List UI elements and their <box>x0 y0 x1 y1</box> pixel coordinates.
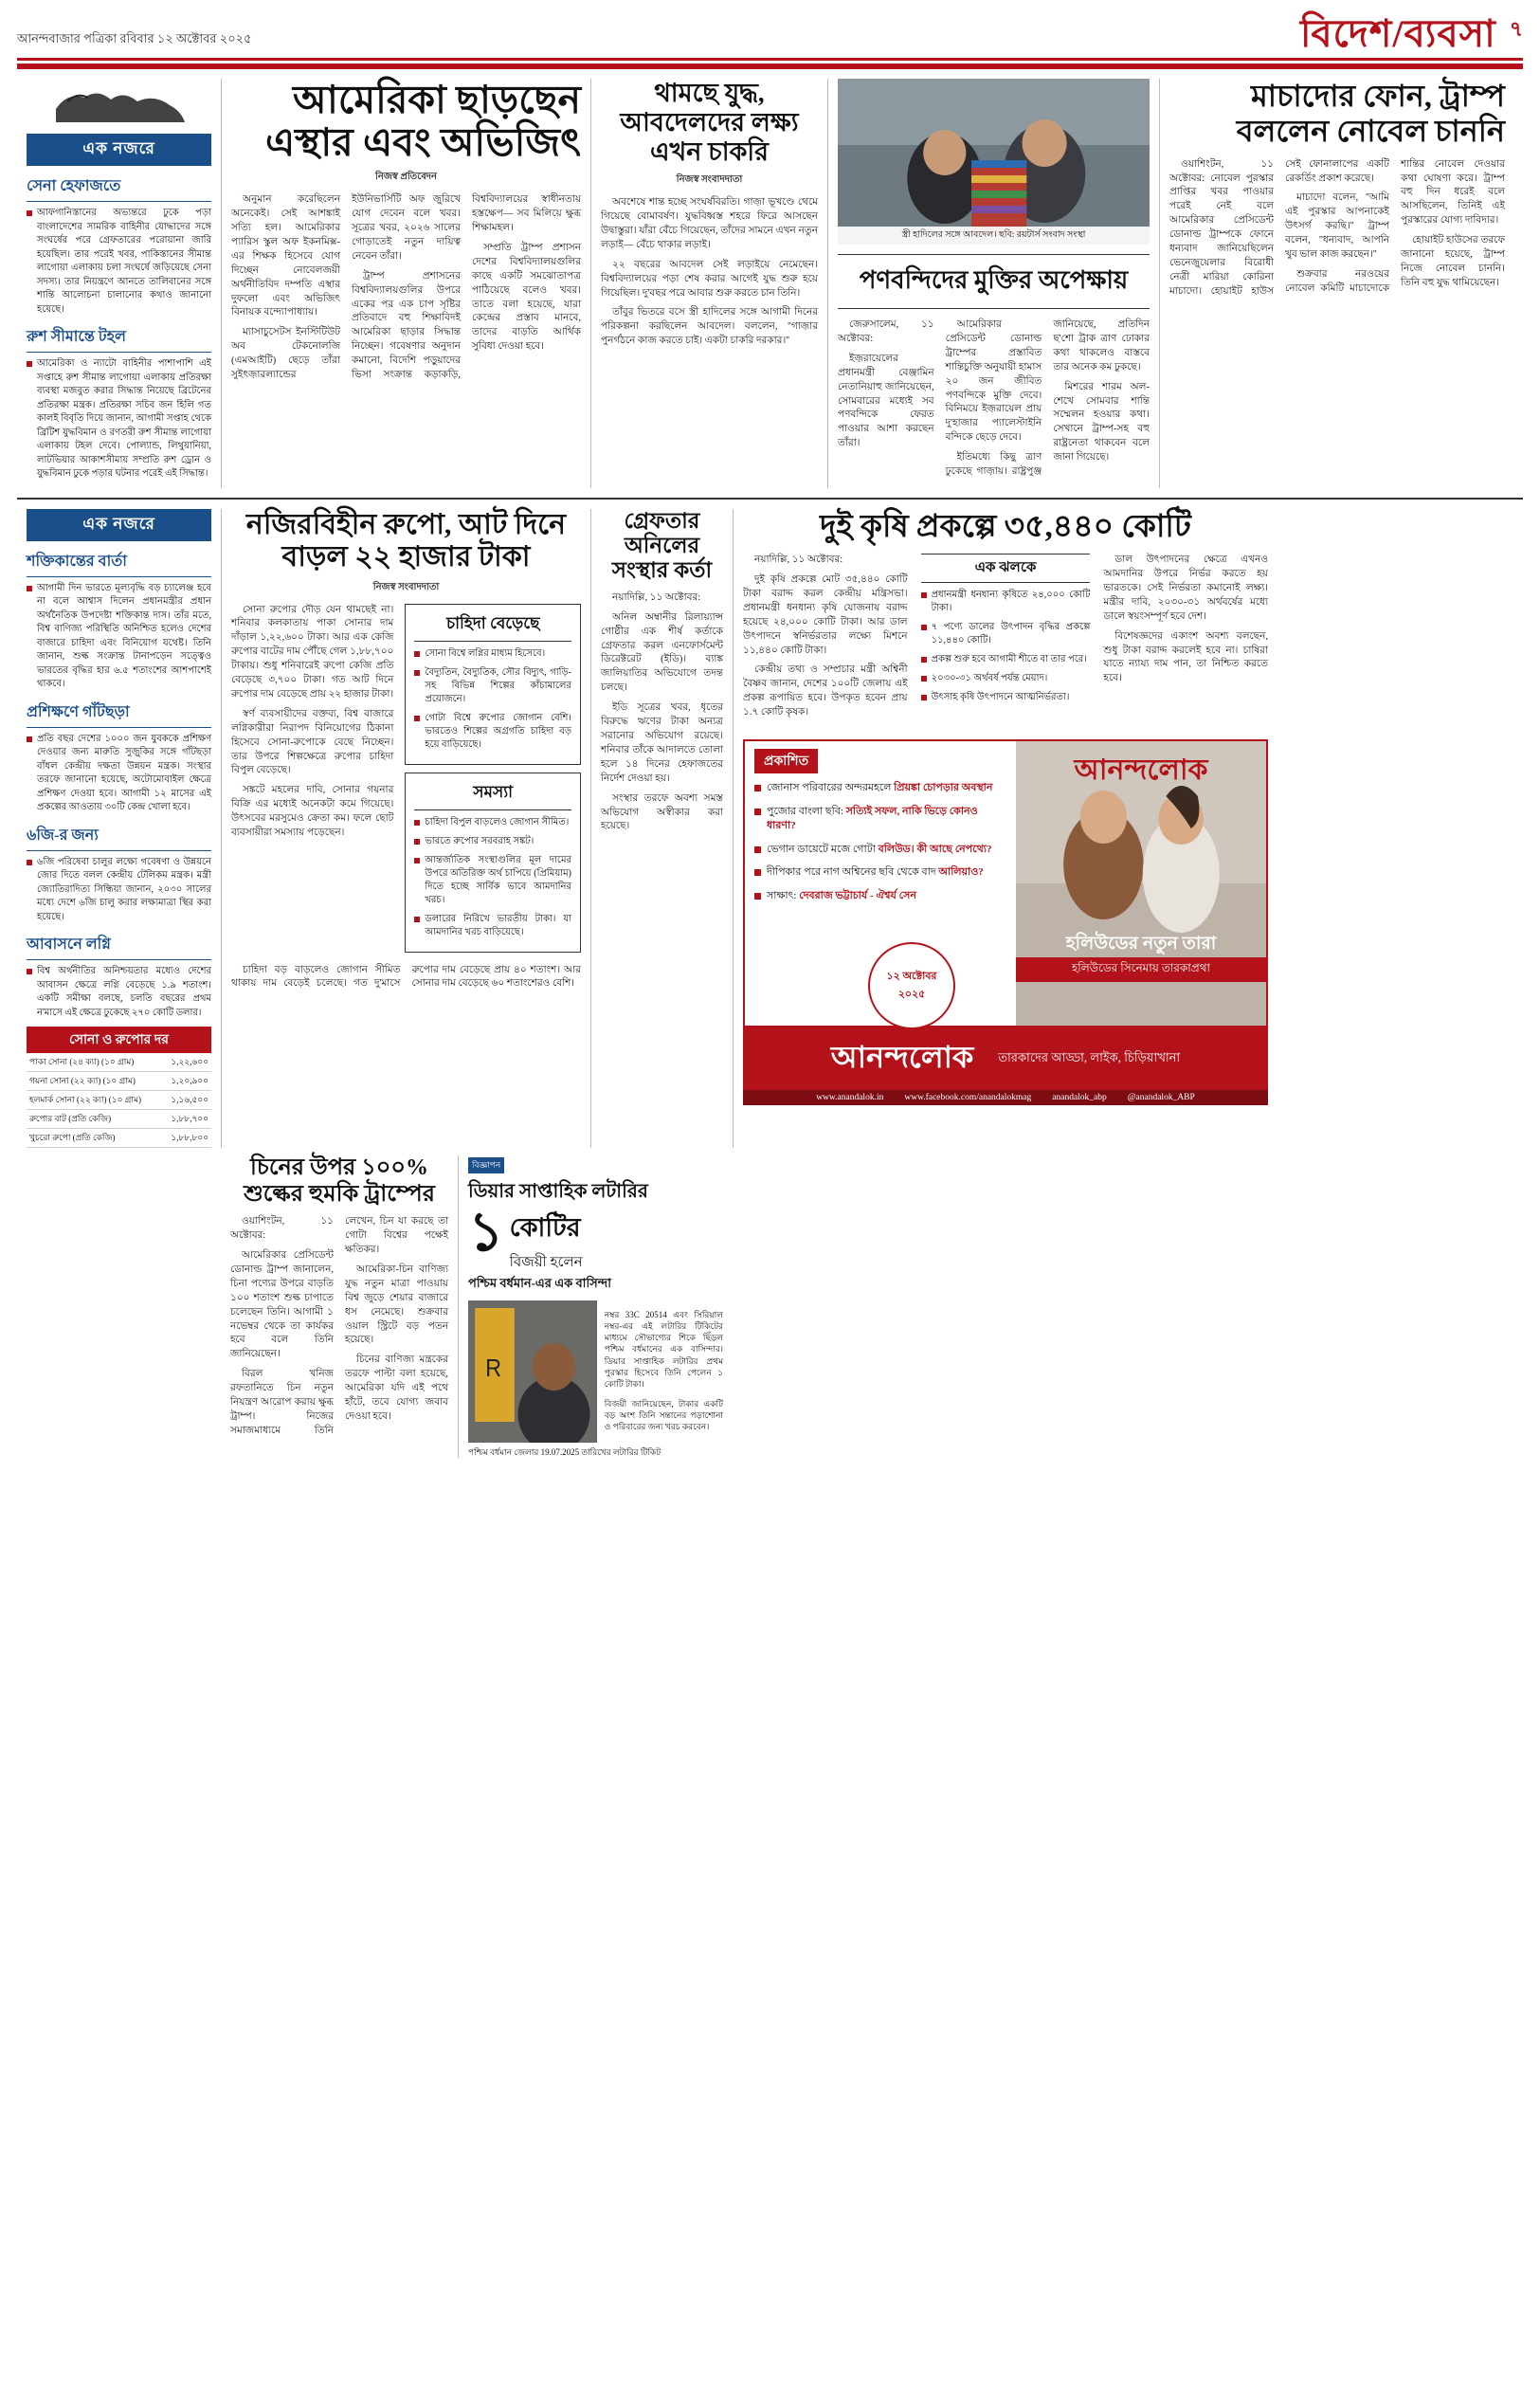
globe-icon <box>27 79 211 132</box>
rate-value-1: ১,২০,৯০০ <box>162 1072 211 1091</box>
column-anil <box>590 509 733 1149</box>
krishi-glance-item-0: প্রধানমন্ত্রী ধনধান্য কৃষিতে ২৪,০০০ কোটি টাকা। <box>921 589 1091 615</box>
rate-label-0: পাকা সোনা (২৪ ক্যা) (১০ গ্রাম) <box>27 1053 162 1072</box>
ek-nojore-item-1: আমেরিকা ও ন্যাটো বাহিনীর পাশাপাশি এই সপ্তাহে রুশ সীমান্ত লাগোয়া এলাকায় প্রতিরক্ষা ব্যবস্থা মজবুত করার সিদ্ধান্ত নিয়েছে ব্রিটেনের প্রতিরক্ষা মন্ত্রক। প্রতিরক্ষা সচিব জন হিলি গত কালই বিবৃতি দিয়ে জানান, আগামী সপ্তাহ থেকে ব্রিটিশ যুদ্ধবিমান ও রণতরী রুশ সীমান্ত লাগোয়া এলাকায় টহল দেবে। পোল্যান্ড, লিথুয়ানিয়া, লাটভিয়ার আকাশসীমায় সম্প্রতি রুশ ড্রোন ও যুদ্ধবিমান ঢুকে পড়ার ঘটনার পরেই এই সিদ্ধান্ত। <box>27 357 211 482</box>
krishi-headline: দুই কৃষি প্রকল্পে ৩৫,৪৪০ কোটি <box>820 509 1191 544</box>
china-para-2: আমেরিকা-চিন বাণিজ্য যুদ্ধ নতুন মাত্রা পাওয়ায় বিশ্ব জুড়ে শেয়ার বাজারে ধস নেমেছে। শুক্রবার ওয়াল স্ট্রিটে বড় পতন হয়েছে। <box>345 1264 448 1346</box>
ek-nojore-header: এক নজরে <box>27 134 211 166</box>
column-photo-hostage <box>827 79 1159 488</box>
gold-rate-table <box>27 1053 211 1148</box>
abdel-body <box>601 196 818 349</box>
column-trump-nobel <box>1159 79 1514 488</box>
ad-link-web[interactable]: www.anandalok.in <box>816 1093 884 1103</box>
ad-published-badge: প্রকাশিত <box>754 749 818 773</box>
table-row <box>27 1129 211 1148</box>
china-para-0: আমেরিকার প্রেসিডেন্ট ডোনাল্ড ট্রাম্প জানালেন, চিনা পণ্যের উপরে বাড়তি ১০০ শতাংশ শুল্ক চাপাতে চলেছেন তিনি। আগামী ১ নভেম্বর থেকে তা কার্যকর হবে বলে তিনি জানিয়েছেন। <box>230 1250 334 1360</box>
lead-body <box>231 193 581 383</box>
ad-item-3-text: দীপিকার পরে নাগ অশ্বিনের ছবি থেকে বাদ <box>767 866 939 879</box>
lottery-body <box>605 1300 723 1443</box>
gold-para-2: সঙ্কটে মহলের দাবি, সোনার গয়নার বিক্রি এর মধ্যেই অনেকটা কমে গিয়েছে। উৎসবের মরসুমেও ক্রেতা কম। ফলে ছোট ব্যবসায়ীরা সমস্যায় পড়েছেন। <box>231 785 394 839</box>
lead-para-2: ট্রাম্প প্রশাসনের বিশ্ববিদ্যালয়গুলির উপরে একের পর এক চাপ সৃষ্টির প্রতিবাদে বহু শিক্ষাবিদই আমেরিকা ছাড়ার সিদ্ধান্ত নিচ্ছেন। গবেষণার অনুদান কমানো, বিদেশি পড়ুয়াদের ভিসা সংক্রান্ত কড়াকড়ি, বিশ্ববিদ্যালয়ের স্বাধীনতায় হস্তক্ষেপ— সব মিলিয়ে ক্ষুব্ধ শিক্ষামহল। <box>352 194 581 381</box>
section-divider-1 <box>17 498 1523 500</box>
gold-headline: নজিরবিহীন রুপো, আট দিনে বাড়ল ২২ হাজার টাকা <box>245 508 567 573</box>
ek-nojore2-item-2: ৬জি পরিষেবা চালুর লক্ষ্যে গবেষণা ও উন্নয়নে জোর দিতে বলল কেন্দ্রীয় টেলিকম মন্ত্রক। মন্ত্রী জ্যোতিরাদিত্য সিন্ধিয়া জানান, ২০৩০ সালের মধ্যে দেশে ৬জি চালু করার লক্ষ্যমাত্রা স্থির করা হয়েছে। <box>27 856 211 925</box>
trump-nobel-para-1: মাচাদো বলেন, ''আমি এই পুরস্কার আপনাকেই উৎসর্গ করছি।'' ট্রাম্প বলেন, ''ধন্যবাদ, আপনি খুব ভাল কাজ করছেন।'' <box>1285 192 1389 261</box>
rate-label-1: গয়না সোনা (২২ ক্যা) (১০ গ্রাম) <box>27 1072 162 1091</box>
abdel-headline: থামছে যুদ্ধ, আবদেলদের লক্ষ্য এখন চাকরি <box>620 79 799 167</box>
lottery-para-1: বিজয়ী জানিয়েছেন, টাকার একটি বড় অংশ তিনি সন্তানের পড়াশোনা ও পরিবারের জন্য খরচ করবেন। <box>604 1398 723 1432</box>
stamp-line-2: ২০২৫ <box>897 989 926 1001</box>
column-krishi <box>733 509 1277 1149</box>
krishi-para-0: দুই কৃষি প্রকল্পে মোট ৩৫,৪৪০ কোটি টাকা বরাদ্দ করল কেন্দ্রীয় মন্ত্রিসভা। প্রধানমন্ত্রী ধনধান্য কৃষি যোজনায় বরাদ্দ হয়েছে ২৪,০০০ কোটি টাকা। আর ডাল উৎপাদনে স্বনির্ভরতার লক্ষ্যে মিশনে ১১,৪৪০ কোটি টাকা। <box>743 574 908 656</box>
gold-para-0: সোনা রুপোর দৌড় যেন থামছেই না। শনিবার কলকাতায় পাকা সোনার দাম দাঁড়াল ১,২২,৬০০ টাকা। আর এক কেজি রুপোর বাটের দাম পৌঁছে গেল ১,৮৮,৭০০ টাকায়। শুধু শনিবারেই রুপো কেজি প্রতি বেড়েছে ৩,৭০০ টাকা। গত আট দিনে রুপোর দাম বেড়েছে প্রায় ২২ হাজার টাকা। <box>231 604 394 700</box>
krishi-para-1: কেন্দ্রীয় তথ্য ও সম্প্রচার মন্ত্রী অশ্বিনী বৈষ্ণব জানান, দেশের ১০০টি জেলায় এই প্রকল্প রূপায়িত হবে। উপকৃত হবেন প্রায় ১.৭ কোটি কৃষক। <box>743 664 908 718</box>
gold-problem-item-1: ভারতে রুপোর সরবরাহ সঙ্কট। <box>414 835 571 848</box>
trump-nobel-para-2: শুক্রবার নরওয়ের নোবেল কমিটি মাচাদোকে শান্তির নোবেল দেওয়ার কথা ঘোষণা করে। ট্রাম্প বহু দিন ধরেই বলে আসছিলেন, তিনিই এই পুরস্কারের যোগ্য দাবিদার। <box>1285 158 1505 294</box>
gold-demand-item-1: বৈদ্যুতিন, বৈদ্যুতিক, সৌর বিদ্যুৎ, গাড়ি-সহ বিভিন্ন শিল্পের কাঁচামালের প্রয়োজনে। <box>414 666 571 706</box>
ad-item-2-text: ভেগান ডায়েটে মজে গোটা <box>767 843 879 855</box>
ad-footer-logo: আনন্দলোক <box>830 1040 974 1075</box>
ad-social-bar[interactable] <box>743 1090 1268 1105</box>
ek-nojore2-item-3: বিশ্ব অর্থনীতির অনিশ্চয়তার মধ্যেও দেশের আবাসন ক্ষেত্রে লগ্নি বেড়েছে ১.৯ শতাংশ। একটি সমীক্ষা বলছে, চলতি বছরের প্রথম ন'মাসে এই ক্ষেত্রে ঢুকেছে ২৭০ কোটি ডলার। <box>27 965 211 1020</box>
gold-para-1: স্বর্ণ ব্যবসায়ীদের বক্তব্য, বিশ্ব বাজারে লগ্নিকারীরা নিরাপদ বিনিয়োগের ঠিকানা হিসেবে সোনা-রুপোকে বেছে নিচ্ছেন। তার উপরে শিল্পক্ষেত্রে রুপোর চাহিদা বিপুল বেড়েছে। <box>231 708 394 776</box>
hostage-para-2: ইতিমধ্যে কিছু ত্রাণ ঢুকেছে গাজ়ায়। রাষ্ট্রপুঞ্জ জানিয়েছে, প্রতিদিন ছ'শো ট্রাক ত্রাণ ঢোকার কথা থাকলেও বাস্তবে তার অনেক কম ঢুকছে। <box>945 319 1150 478</box>
lottery-headline-3: বিজয়ী হলেন <box>509 1255 583 1270</box>
business-grid <box>17 509 1523 1149</box>
ad-footer-tagline: তারকাদের আড্ডা, লাইক, চিড়িয়াখানা <box>998 1049 1181 1064</box>
ad-item-1-hl: সত্যিই সফল, নাকি ভিড়ে কোনও ধারণা? <box>767 805 978 831</box>
lead-para-0: অনুমান করেছিলেন অনেকেই। সেই আশঙ্কাই সত্যি হল। আমেরিকার প্যারিস স্কুল অফ ইকনমিক্স-এর শিক্ষক হিসেবে যোগ দিচ্ছেন নোবেলজয়ী অর্থনীতিবিদ দম্পতি এস্থার দুফলো এবং অভিজিৎ বিনায়ক বন্দ্যোপাধ্যায়। <box>231 194 340 318</box>
ad-item-0-text: জোনাস পরিবারের অন্দরমহলে <box>767 782 895 794</box>
ad-item-3-hl: আলিয়াও? <box>938 866 984 879</box>
lottery-drop-cap: ১ <box>468 1201 504 1263</box>
lead-para-3: সম্প্রতি ট্রাম্প প্রশাসন দেশের বিশ্ববিদ্যালয়গুলির কাছে একটি সমঝোতাপত্র পাঠিয়েছে বলেও খবর। তাতে বলা হয়েছে, যারা কেন্দ্রের প্রস্তাব মানবে, তাদের বাড়তি আর্থিক সুবিধা দেওয়া হবে। <box>472 242 581 353</box>
krishi-glance-head: এক ঝলকে <box>921 554 1091 583</box>
hostage-para-0: ইজ়রায়েলের প্রধানমন্ত্রী বেঞ্জামিন নেতানিয়াহু জানিয়েছেন, সোমবারের মধ্যেই সব পণবন্দিকে ফেরত পাওয়ার আশা করছেন তাঁরা। <box>838 353 934 449</box>
lead-para-1: ম্যাসাচুসেটস ইনস্টিটিউট অব টেকনোলজি (এমআইটি) ছেড়ে তাঁরা সুইৎজ়ারল্যান্ডের ইউনিভার্সিটি অফ জ়ুরিখে যোগ দেবেন বলে খবর। সূত্রের খবর, ২০২৬ সালের গোড়াতেই নতুন দায়িত্ব নেবেন তাঁরা। <box>231 194 461 381</box>
ek-nojore2-sub-0: শক্তিকান্তের বার্তা <box>27 549 211 577</box>
ek-nojore2-sub-2: ৬জি-র জন্য <box>27 823 211 851</box>
anil-para-2: সংস্থার তরফে অবশ্য সমস্ত অভিযোগ অস্বীকার করা হয়েছে। <box>601 792 723 832</box>
gold-problem-item-0: চাহিদা বিপুল বাড়লেও জোগান সীমিত। <box>414 816 571 829</box>
abdel-photo-caption: স্ত্রী হাদিলের সঙ্গে আবদেল। ছবি: রয়টার্স সংবাদ সংস্থা <box>838 227 1150 245</box>
gold-demand-item-0: সোনা বিশ্বে লগ্নির মাধ্যম হিসেবে। <box>414 647 571 661</box>
lottery-para-0: নম্বর 33C 20514 এবং সিরিয়াল নম্বর-এর এই লটারির টিকিটের মাধ্যমে সৌভাগ্যের শিকে ছিঁড়ল পশ্চিম বর্ধমানের এক বাসিন্দার। ডিয়ার সাপ্তাহিক লটারির প্রথম পুরস্কার হিসেবে তিনি পেলেন ১ কোটি টাকা। <box>604 1310 723 1389</box>
abdel-byline: নিজস্ব সংবাদদাতা <box>676 174 743 186</box>
gold-problem-item-2: আন্তর্জাতিক সংস্থাগুলির মূল দামের উপরে অতিরিক্ত অর্থ চাপিয়ে (প্রিমিয়াম) দিতে হচ্ছে সার্বিক ভাবে আমদানির খরচ। <box>414 854 571 907</box>
ek-nojore2-item-1: প্রতি বছর দেশের ১০০০ জন যুবককে প্রশিক্ষণ দেওয়ার জন্য মারুতি সুজ়ুকির সঙ্গে গাঁটছড়া বাঁধল কেন্দ্রীয় দক্ষতা উন্নয়ন মন্ত্রক। সংস্থার তরফে জানানো হয়েছে, অটোমোবাইল ক্ষেত্রে প্রশিক্ষণ দেওয়া হবে। আগামী ১২ মাসের এই প্রকল্পের আওতায় ৩০টি কেন্দ্র খোলা হবে। <box>27 733 211 815</box>
rate-value-2: ১,১৬,৫০০ <box>162 1091 211 1110</box>
ek-nojore2-sub-1: প্রশিক্ষণে গাঁটছড়া <box>27 700 211 728</box>
bottom-grid <box>17 1155 1523 1458</box>
svg-text:R: R <box>485 1355 502 1383</box>
hostage-para-1: আমেরিকার প্রেসিডেন্ট ডোনাল্ড ট্রাম্পের প্রস্তাবিত শান্তিচুক্তি অনুযায়ী হামাস ২০ জন জীবিত পণবন্দিকে মুক্তি দেবে। বিনিময়ে ইজ়রায়েল প্রায় দু'হাজার প্যালেস্টাইনি বন্দিকে ছেড়ে দেবে। <box>945 319 1042 444</box>
ad-item-2-hl: বলিউড। কী আছে নেপথ্যে? <box>878 843 992 855</box>
gold-tail <box>231 964 581 995</box>
magazine-band: হলিউডের সিনেমায় তারকাপ্রথা <box>1016 957 1266 982</box>
anil-dateline: নয়াদিল্লি, ১১ অক্টোবর: <box>612 591 701 603</box>
table-row <box>27 1091 211 1110</box>
krishi-glance-item-4: উৎসাহ কৃষি উৎপাদনে আত্মনির্ভরতা। <box>921 691 1091 704</box>
anil-body <box>601 591 723 835</box>
anil-para-0: অনিল অম্বানীর রিলায়্যান্স গোষ্ঠীর এক শীর্ষ কর্তাকে গ্রেফতার করল এনফোর্সমেন্ট ডিরেক্টরেট (ইডি)। ব্যাঙ্ক জালিয়াতির অভিযোগে তদন্ত চলছে। <box>601 611 723 694</box>
ad-item-1-text: পুজোর বাংলা ছবি: <box>767 805 846 817</box>
lead-byline: নিজস্ব প্রতিবেদন <box>375 172 437 183</box>
lottery-caption: পশ্চিম বর্ধমান জেলার 19.07.2025 তারিখের লটারির টিকিট <box>468 1447 661 1457</box>
column-ek-nojore-2 <box>17 509 221 1149</box>
krishi-glance-item-3: ২০৩০-৩১ অর্থবর্ষ পর্যন্ত মেয়াদ। <box>921 672 1091 685</box>
trump-nobel-body <box>1169 158 1505 300</box>
page-number: ৭ <box>1509 17 1523 41</box>
abdel-para-2: তাঁবুর ভিতরে বসে স্ত্রী হাদিলের সঙ্গে আগামী দিনের পরিকল্পনা করছিলেন আবদেল। বললেন, ''গাজ়ার পুনর্গঠনে কাজ করতে চাই। একটা চাকরি দরকার।'' <box>601 307 818 347</box>
anil-headline: গ্রেফতার অনিলের সংস্থার কর্তা <box>611 508 713 583</box>
table-row <box>27 1072 211 1091</box>
hostage-dateline: জেরুসালেম, ১১ অক্টোবর: <box>838 319 934 344</box>
ek-nojore2-header: এক নজরে <box>27 509 211 541</box>
ad-cover-image <box>1016 741 1266 1026</box>
lottery-headline-2: কোটির <box>509 1213 581 1242</box>
ek-nojore2-item-0: আগামী দিন ভারতে মূল্যবৃদ্ধি বড় চ্যালেঞ্জ হবে না বলে আশ্বাস দিলেন প্রধানমন্ত্রীর প্রধান অর্থনৈতিক উপদেষ্টা শক্তিকান্ত দাস। তাঁর মতে, বিশ্ব বাণিজ্য পরিস্থিতি অনিশ্চিত হলেও দেশের বাজারে চাহিদা এবং বিনিয়োগ যথেষ্ট। তিনি জানান, শুল্ক সংক্রান্ত টানাপড়েন সত্ত্বেও ভারতের বৃদ্ধির হার ৬.৫ শতাংশের আশপাশেই থাকবে। <box>27 582 211 692</box>
china-para-3: চিনের বাণিজ্য মন্ত্রকের তরফে পাল্টা বলা হয়েছে, আমেরিকা যদি এই পথে হাঁটে, তবে যোগ্য জবাব দেওয়া হবে। <box>345 1355 448 1422</box>
trump-nobel-para-0: ওয়াশিংটন, ১১ অক্টোবর: নোবেল পুরস্কার প্রাপ্তির খবর পাওয়ার পরেই নেই বলে আমেরিকার প্রেসিডেন্ট ডোনাল্ড ট্রাম্পকে ফোনে ধন্যবাদ জানিয়েছিলেন ভেনেজ়ুয়েলার বিরোধী নেত্রী মারিয়া কোরিনা মাচাদো। হোয়াইট হাউস সেই ফোনালাপের একটি রেকর্ডিং প্রকাশ করেছে। <box>1169 158 1389 297</box>
rate-value-0: ১,২২,৬০০ <box>162 1053 211 1072</box>
lottery-headline-1: ডিয়ার সাপ্তাহিক লটারির <box>468 1181 648 1202</box>
ad-item-4-hl: দেবরাজ ভট্টাচার্য - ঐশ্বর্য সেন <box>799 890 916 902</box>
rate-value-3: ১,৮৮,৭০০ <box>162 1110 211 1129</box>
krishi-para-3: বিশেষজ্ঞদের একাংশ অবশ্য বলছেন, শুধু টাকা বরাদ্দ করলেই হবে না। চাষিরা যাতে ন্যায্য দাম পান, তা নিশ্চিত করতে হবে। <box>1103 630 1268 684</box>
abdel-para-1: ২২ বছরের আবদেল সেই লড়াইয়ে নেমেছেন। বিশ্ববিদ্যালয়ের পড়া শেষ করার আগেই যুদ্ধ শুরু হয়ে গিয়েছিল। দু'বছর পরে আবার শুরু করতে চান তিনি। <box>601 259 818 299</box>
ad-item-3[interactable] <box>754 865 1006 880</box>
rate-label-4: খুচরো রুপো (প্রতি কেজি) <box>27 1129 162 1148</box>
bottom-spacer <box>17 1155 221 1458</box>
china-headline: চিনের উপর ১০০% শুল্কের হুমকি ট্রাম্পের <box>244 1155 435 1207</box>
gold-boxes <box>405 604 581 960</box>
anil-para-1: ইডি সূত্রের খবর, ধৃতের বিরুদ্ধে ঋণের টাকা অন্যত্র সরানোর অভিযোগ রয়েছে। শনিবার তাঁকে আদালতে তোলা হলে ১৪ দিনের হেফাজতের নির্দেশ দেওয়া হয়। <box>601 702 723 784</box>
trump-nobel-para-3: হোয়াইট হাউসের তরফে জানানো হয়েছে, ট্রাম্প নিজে নোবেল চাননি। তিনি বহু যুদ্ধ থামিয়েছেন। <box>1401 235 1505 288</box>
lottery-headline-4: পশ্চিম বর্ধমান-এর এক বাসিন্দা <box>468 1276 611 1290</box>
gold-byline: নিজস্ব সংবাদদাতা <box>372 581 440 592</box>
column-abdel <box>590 79 827 488</box>
krishi-body-right <box>1103 554 1268 726</box>
column-lead-story <box>221 79 590 488</box>
china-body <box>230 1215 448 1439</box>
column-gold-story <box>221 509 590 1149</box>
magazine-strapline: হলিউডের নতুন তারা <box>1065 934 1217 955</box>
hostage-headline: পণবন্দিদের মুক্তির অপেক্ষায় <box>838 254 1150 309</box>
rate-value-4: ১,৮৮,৮০০ <box>162 1129 211 1148</box>
advertorial-tag: বিজ্ঞাপন <box>468 1157 504 1173</box>
abdel-photo <box>838 79 1150 245</box>
column-ek-nojore <box>17 79 221 488</box>
gold-problem-box-head: সমস্যা <box>414 780 571 810</box>
ad-footer <box>743 1027 1268 1090</box>
section-title: বিদেশ/ব্যবসা <box>1299 11 1496 55</box>
masthead-date: আনন্দবাজার পত্রিকা রবিবার ১২ অক্টোবর ২০২৫ <box>17 31 252 45</box>
ad-item-1[interactable] <box>754 805 1006 833</box>
ek-nojore-item-0: আফগানিস্তানের অভ্যন্তরে ঢুকে পড়া বাংলাদেশের সামরিক বাহিনীর যোদ্ধাদের সঙ্গে সংঘর্ষের পরে গ্রেফতারের পরোয়ানা জারি হয়েছিল। তার পরেই খবর, পাকিস্তানের সীমান্ত লাগোয়া এলাকায় চলা সংঘর্ষে জড়িয়েছে সেনা সদস্য। তার নিয়ন্ত্রণে আনতে তালিবানের সঙ্গে শান্তি আলোচনা চালানোর কথাও জানানো হয়েছে। <box>27 207 211 317</box>
ad-link-facebook[interactable]: www.facebook.com/anandalokmag <box>904 1093 1032 1103</box>
ad-item-2[interactable] <box>754 843 1006 857</box>
krishi-glance <box>921 554 1091 726</box>
abdel-para-0: অবশেষে শান্ত হচ্ছে সংঘর্ষবিরতি। গাজ়া ভূখণ্ডে থেমে গিয়েছে বোমাবর্ষণ। যুদ্ধবিধ্বস্ত শহরে ফিরে আসছেন উদ্বাস্তুরা। যাঁরা বেঁচে গিয়েছেন, তাঁদের সামনে এখন নতুন লড়াই— বেঁচে থাকার লড়াই। <box>601 197 818 250</box>
krishi-body-left <box>743 554 908 726</box>
china-para-1: বিরল খনিজ রফতানিতে চিন নতুন নিয়ন্ত্রণ আরোপ করায় ক্ষুব্ধ ট্রাম্প। নিজের সমাজমাধ্যমে তিনি লেখেন, চিন যা করছে তা গোটা বিশ্বের পক্ষেই ক্ষতিকর। <box>230 1216 448 1436</box>
top-grid <box>17 79 1523 488</box>
trump-nobel-headline: মাচাদোর ফোন, ট্রাম্প বললেন নোবেল চাননি <box>1236 79 1505 148</box>
ad-item-4-text: সাক্ষাৎ: <box>767 890 800 902</box>
rate-label-2: হলমার্ক সোনা (২২ ক্যা) (১০ গ্রাম) <box>27 1091 162 1110</box>
lottery-winner-photo <box>468 1300 597 1443</box>
hostage-para-3: মিশরের শারম অল-শেখে সোমবার শান্তি সম্মেলন হওয়ার কথা। সেখানে ট্রাম্প-সহ বহু রাষ্ট্রনেতা থাকবেন বলে জানা গিয়েছে। <box>1053 381 1150 464</box>
krishi-para-2: ডাল উৎপাদনের ক্ষেত্রে এখনও আমদানির উপরে নির্ভর করতে হয় ভারতকে। সেই নির্ভরতা কমানোই লক্ষ্য। মন্ত্রীর দাবি, ২০৩০-৩১ অর্থবর্ষের মধ্যে ডালে স্বয়ংসম্পূর্ণ হবে দেশ। <box>1103 555 1268 622</box>
ad-item-0-hl: প্রিয়ঙ্কা চোপড়ার অবস্থান <box>894 782 993 794</box>
ad-link-twitter[interactable]: @anandalok_ABP <box>1127 1093 1195 1103</box>
ad-item-4[interactable] <box>754 889 1006 903</box>
gold-demand-item-2: গোটা বিশ্বে রুপোর জোগান বেশি। ভারতেও শিল্পের অগ্রগতি চাহিদা বড় হয়ে বাড়িয়েছে। <box>414 712 571 752</box>
rate-label-3: রুপোর বাট (প্রতি কেজি) <box>27 1110 162 1129</box>
column-lottery <box>458 1155 733 1458</box>
table-row <box>27 1053 211 1072</box>
ad-item-0[interactable] <box>754 781 1006 795</box>
ek-nojore-sub-0: সেনা হেফাজতে <box>27 173 211 202</box>
gold-demand-box-head: চাহিদা বেড়েছে <box>414 611 571 642</box>
china-dateline: ওয়াশিংটন, ১১ অক্টোবর: <box>230 1216 334 1242</box>
ek-nojore2-sub-3: আবাসনে লগ্নি <box>27 932 211 960</box>
stamp-line-1: ১২ অক্টোবর <box>886 971 937 983</box>
date-stamp <box>868 942 955 1029</box>
anandalok-ad[interactable] <box>743 739 1268 1027</box>
hostage-body <box>838 318 1150 480</box>
ad-link-instagram[interactable]: anandalok_abp <box>1052 1093 1107 1103</box>
gold-problem-box <box>405 773 581 953</box>
gold-demand-box <box>405 604 581 765</box>
gold-body-left <box>231 604 393 960</box>
gold-problem-item-3: ডলারের নিরিখে ভারতীয় টাকা। যা আমদানির খরচ বাড়িয়েছে। <box>414 913 571 939</box>
gold-rate-header: সোনা ও রুপোর দর <box>27 1027 211 1053</box>
masthead <box>17 13 1523 61</box>
krishi-glance-item-1: ৭ পণ্যে ডালের উৎপাদন বৃদ্ধির প্রকল্পে ১১,৪৪০ কোটি। <box>921 621 1091 647</box>
ek-nojore-sub-1: রুশ সীমান্তে টহল <box>27 324 211 353</box>
table-row <box>27 1110 211 1129</box>
lead-headline: আমেরিকা ছাড়ছেন এস্থার এবং অভিজিৎ <box>264 78 581 165</box>
column-china <box>221 1155 458 1458</box>
masthead-rule <box>17 64 1523 69</box>
krishi-glance-item-2: প্রকল্প শুরু হবে আগামী শীতে বা তার পরে। <box>921 653 1091 666</box>
magazine-title: আনন্দলোক <box>1074 755 1208 787</box>
krishi-dateline: নয়াদিল্লি, ১১ অক্টোবর: <box>754 555 843 566</box>
gold-tail-text: চাহিদা বড় বাড়লেও জোগান সীমিত থাকায় দাম বেড়েই চলেছে। গত দু'মাসে রুপোর দাম বেড়েছে প্রায় ৪০ শতাংশ। আর সোনার দাম বেড়েছে ৬০ শতাংশেরও বেশি। <box>231 964 581 990</box>
